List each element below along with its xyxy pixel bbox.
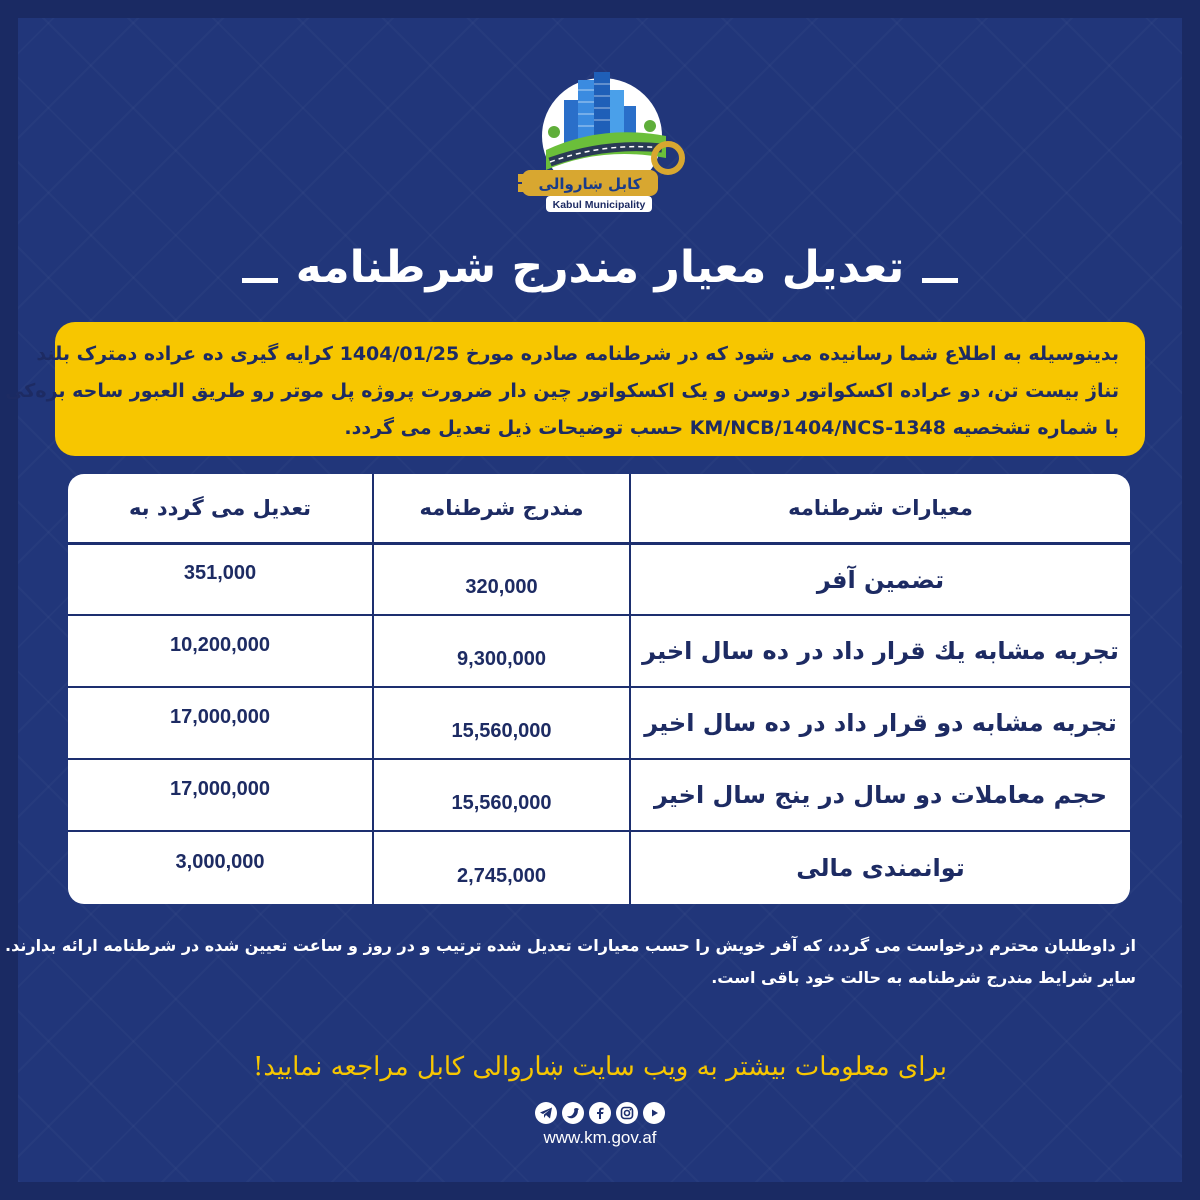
- original-value: 9,300,000: [374, 616, 631, 688]
- announcement-line: تناژ بیست تن، دو عراده اکسکواتور دوسن و یک اکسکواتور چین دار ضرورت پروژه پل موتر رو طریق العبور ساحه بره‌کی: [5, 380, 1119, 402]
- kabul-municipality-logo: [516, 66, 688, 216]
- criteria-table: [68, 474, 1130, 904]
- amended-value: 17,000,000: [68, 760, 374, 832]
- footer-note: [5, 930, 1136, 994]
- page-title: تعدیل معیار مندرج شرطنامه: [295, 241, 905, 293]
- website-cta: برای معلومات بیشتر به ویب سایت ښاروالی کابل مراجعه نمایید!: [252, 1052, 948, 1082]
- title-dash-right: [922, 278, 958, 283]
- original-value: 15,560,000: [374, 760, 631, 832]
- website-url[interactable]: www.km.gov.af: [543, 1128, 657, 1147]
- telegram-icon[interactable]: [535, 1102, 557, 1124]
- criteria-label: تجربه مشابه دو قرار داد در ده سال اخير: [631, 688, 1130, 760]
- title-dash-left: [242, 278, 278, 283]
- facebook-icon[interactable]: [589, 1102, 611, 1124]
- twitter-icon[interactable]: [562, 1102, 584, 1124]
- footer-note-line: از داوطلبان محترم درخواست می گردد، که آفر خویش را حسب معیارات تعدیل شده ترتیب و در روز و ساعت تعیین شده در شرطنامه ارائه بدارند.: [5, 936, 1136, 955]
- original-value: 320,000: [374, 545, 631, 616]
- header-original: مندرج شرطنامه: [374, 474, 631, 545]
- youtube-icon[interactable]: [643, 1102, 665, 1124]
- original-value: 15,560,000: [374, 688, 631, 760]
- amended-value: 10,200,000: [68, 616, 374, 688]
- title-row: [0, 232, 1200, 302]
- announcement-line: بدینوسیله به اطلاع شما رسانیده می شود که در شرطنامه صادره مورخ 1404/01/25 کرایه گیری ده عراده دمترک بلند: [36, 343, 1119, 365]
- header-amended: تعدیل می گردد به: [68, 474, 374, 545]
- instagram-icon[interactable]: [616, 1102, 638, 1124]
- logo-text-en: Kabul Municipality: [552, 199, 646, 211]
- logo-text-fa: کابل ښاروالی: [538, 175, 642, 193]
- criteria-label: تجربه مشابه يك قرار داد در ده سال اخير: [631, 616, 1130, 688]
- social-links: [0, 1102, 1200, 1124]
- amended-value: 351,000: [68, 545, 374, 616]
- criteria-label: توانمندی مالی: [796, 854, 965, 882]
- criteria-label: حجم معاملات دو سال در ينج سال اخير: [631, 760, 1130, 832]
- amended-value: 3,000,000: [68, 832, 374, 904]
- amended-value: 17,000,000: [68, 688, 374, 760]
- footer-note-line: سایر شرایط مندرج شرطنامه به حالت خود باقی است.: [711, 968, 1136, 987]
- announcement-box: [5, 322, 1145, 456]
- header-criteria: معیارات شرطنامه: [631, 474, 1130, 545]
- criteria-label: تضمین آفر: [631, 545, 1130, 616]
- original-value: 2,745,000: [374, 832, 631, 904]
- announcement-line: با شماره تشخصیه KM/NCB/1404/NCS-1348 حسب توضیحات ذیل تعدیل می گردد.: [344, 417, 1119, 439]
